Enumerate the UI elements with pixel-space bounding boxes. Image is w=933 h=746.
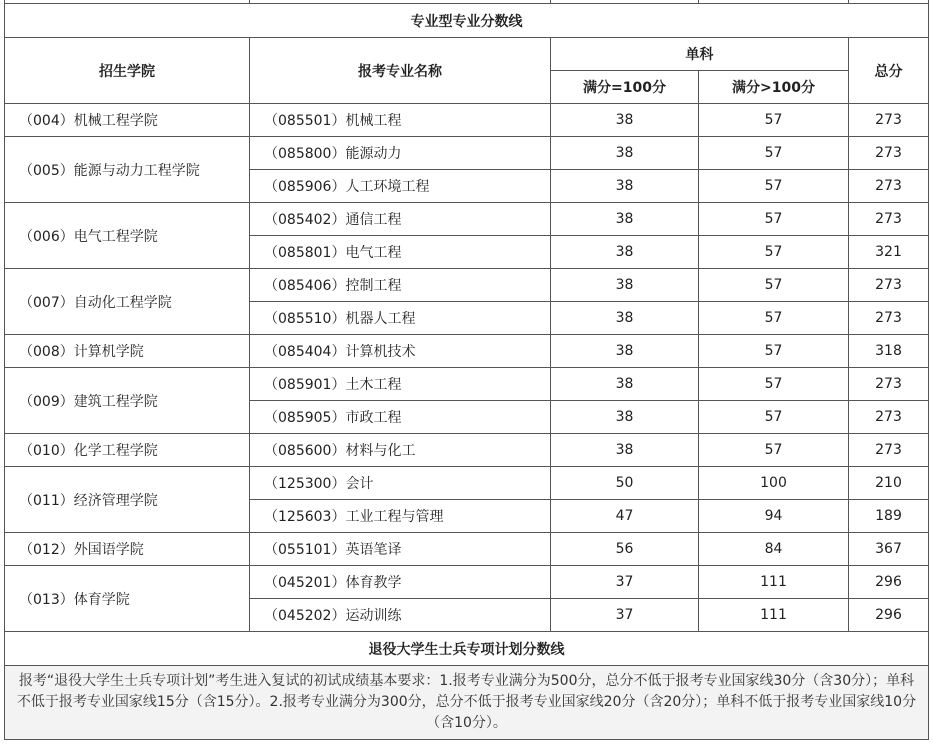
single-gt100-cell: 57 [699, 203, 849, 236]
section-title-row-2 [5, 632, 929, 666]
single-eq100-cell: 56 [551, 533, 699, 566]
header-single-gt100: 满分>100分 [699, 71, 849, 104]
single-gt100-cell: 57 [699, 434, 849, 467]
table-row [5, 137, 929, 170]
single-gt100-cell: 57 [699, 368, 849, 401]
single-eq100-cell: 47 [551, 500, 699, 533]
table-row [5, 335, 929, 368]
single-gt100-cell: 57 [699, 170, 849, 203]
total-cell: 296 [849, 599, 929, 632]
college-cell: （013）体育学院 [5, 566, 250, 632]
major-cell: （085501）机械工程 [250, 104, 551, 137]
single-gt100-cell: 57 [699, 335, 849, 368]
major-cell: （085404）计算机技术 [250, 335, 551, 368]
single-gt100-cell: 57 [699, 236, 849, 269]
section-title-veteran: 退役大学生士兵专项计划分数线 [5, 632, 929, 666]
header-row-1 [5, 38, 929, 71]
note-row [5, 666, 929, 740]
major-cell: （085402）通信工程 [250, 203, 551, 236]
major-cell: （085901）土木工程 [250, 368, 551, 401]
single-gt100-cell: 84 [699, 533, 849, 566]
header-total: 总分 [849, 38, 929, 104]
single-gt100-cell: 57 [699, 269, 849, 302]
total-cell: 296 [849, 566, 929, 599]
table-row [5, 467, 929, 500]
single-gt100-cell: 57 [699, 137, 849, 170]
single-gt100-cell: 111 [699, 566, 849, 599]
single-gt100-cell: 94 [699, 500, 849, 533]
single-eq100-cell: 38 [551, 434, 699, 467]
single-eq100-cell: 38 [551, 401, 699, 434]
single-eq100-cell: 37 [551, 599, 699, 632]
table-row [5, 566, 929, 599]
header-college: 招生学院 [5, 38, 250, 104]
college-cell: （011）经济管理学院 [5, 467, 250, 533]
single-eq100-cell: 38 [551, 335, 699, 368]
score-table [4, 0, 929, 740]
major-cell: （085906）人工环境工程 [250, 170, 551, 203]
single-gt100-cell: 100 [699, 467, 849, 500]
single-gt100-cell: 57 [699, 401, 849, 434]
section-title-professional: 专业型专业分数线 [5, 4, 929, 38]
total-cell: 210 [849, 467, 929, 500]
college-cell: （010）化学工程学院 [5, 434, 250, 467]
note-text: 报考“退役大学生士兵专项计划”考生进入复试的初试成绩基本要求：1.报考专业满分为500分，总分不低于报考专业国家线30分（含30分）；单科不低于报考专业国家线15分（含15分）。2.报考专业满分为300分，总分不低于报考专业国家线20分（含20分）；单科不低于报考专业国家线10分（含10分）。 [5, 666, 929, 740]
single-eq100-cell: 37 [551, 566, 699, 599]
table-row [5, 368, 929, 401]
total-cell: 367 [849, 533, 929, 566]
header-single: 单科 [551, 38, 849, 71]
header-major: 报考专业名称 [250, 38, 551, 104]
table-row [5, 533, 929, 566]
single-eq100-cell: 38 [551, 104, 699, 137]
major-cell: （085800）能源动力 [250, 137, 551, 170]
major-cell: （085510）机器人工程 [250, 302, 551, 335]
college-cell: （006）电气工程学院 [5, 203, 250, 269]
total-cell: 321 [849, 236, 929, 269]
single-gt100-cell: 57 [699, 302, 849, 335]
total-cell: 273 [849, 170, 929, 203]
total-cell: 273 [849, 401, 929, 434]
total-cell: 273 [849, 269, 929, 302]
single-eq100-cell: 38 [551, 137, 699, 170]
major-cell: （085600）材料与化工 [250, 434, 551, 467]
college-cell: （009）建筑工程学院 [5, 368, 250, 434]
total-cell: 273 [849, 368, 929, 401]
college-cell: （005）能源与动力工程学院 [5, 137, 250, 203]
single-eq100-cell: 38 [551, 368, 699, 401]
major-cell: （085801）电气工程 [250, 236, 551, 269]
single-eq100-cell: 38 [551, 236, 699, 269]
single-gt100-cell: 57 [699, 104, 849, 137]
major-cell: （125603）工业工程与管理 [250, 500, 551, 533]
single-eq100-cell: 38 [551, 269, 699, 302]
section-title-row [5, 4, 929, 38]
single-eq100-cell: 38 [551, 203, 699, 236]
single-eq100-cell: 50 [551, 467, 699, 500]
table-row [5, 203, 929, 236]
major-cell: （125300）会计 [250, 467, 551, 500]
total-cell: 273 [849, 203, 929, 236]
total-cell: 273 [849, 104, 929, 137]
total-cell: 318 [849, 335, 929, 368]
single-eq100-cell: 38 [551, 302, 699, 335]
major-cell: （055101）英语笔译 [250, 533, 551, 566]
major-cell: （045202）运动训练 [250, 599, 551, 632]
major-cell: （045201）体育教学 [250, 566, 551, 599]
table-row [5, 434, 929, 467]
total-cell: 189 [849, 500, 929, 533]
college-cell: （007）自动化工程学院 [5, 269, 250, 335]
college-cell: （008）计算机学院 [5, 335, 250, 368]
total-cell: 273 [849, 302, 929, 335]
college-cell: （012）外国语学院 [5, 533, 250, 566]
college-cell: （004）机械工程学院 [5, 104, 250, 137]
table-row [5, 269, 929, 302]
table-row [5, 104, 929, 137]
total-cell: 273 [849, 137, 929, 170]
major-cell: （085905）市政工程 [250, 401, 551, 434]
major-cell: （085406）控制工程 [250, 269, 551, 302]
single-eq100-cell: 38 [551, 170, 699, 203]
total-cell: 273 [849, 434, 929, 467]
header-single-eq100: 满分=100分 [551, 71, 699, 104]
single-gt100-cell: 111 [699, 599, 849, 632]
